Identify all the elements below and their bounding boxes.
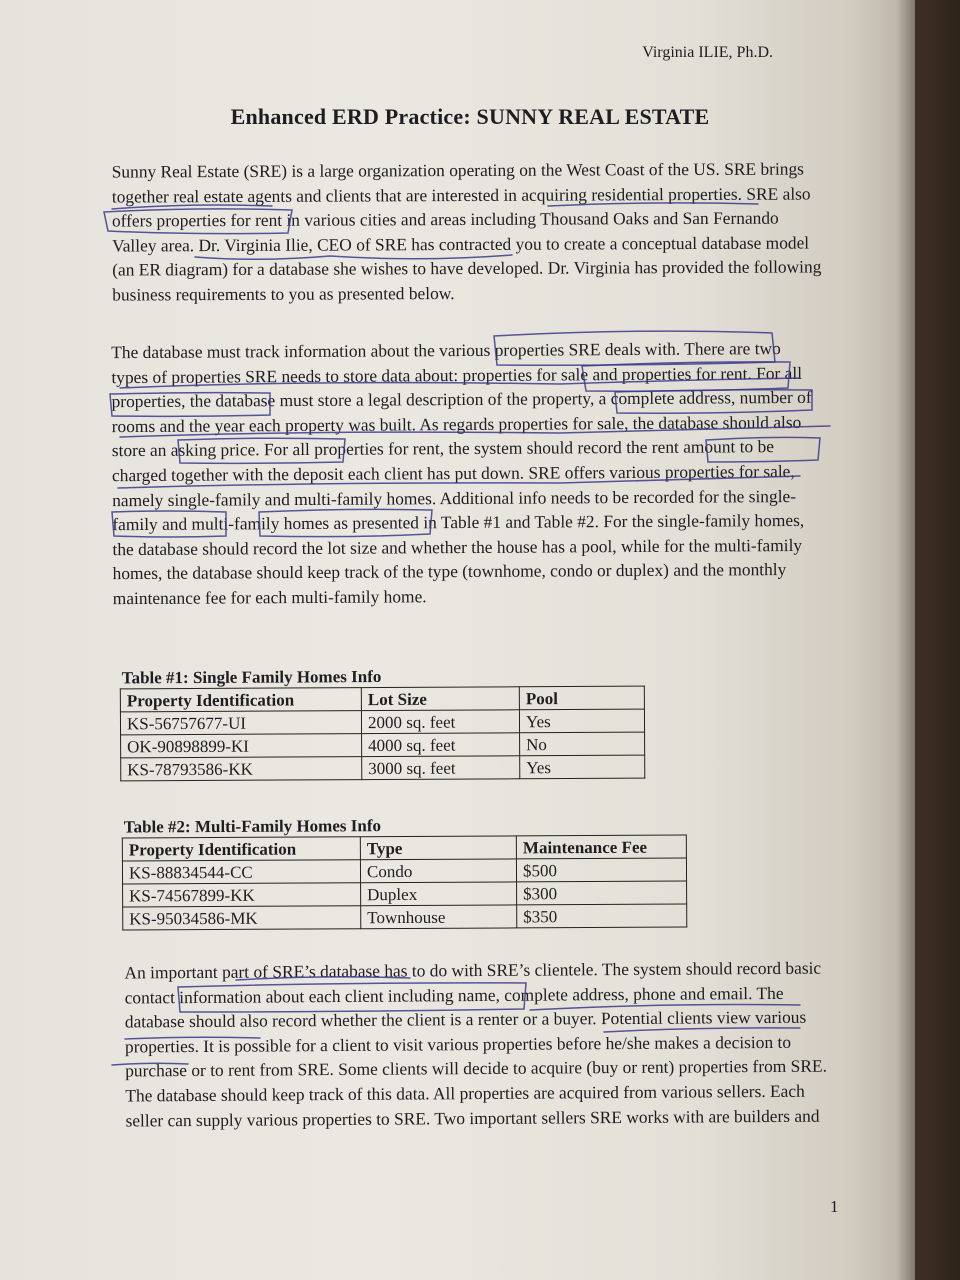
- table-row: [123, 881, 687, 907]
- page-edge-shadow: [896, 0, 960, 1280]
- table-header-cell: Property Identification: [122, 837, 360, 861]
- page-number: 1: [830, 1197, 839, 1216]
- author-line: Virginia ILIE, Ph.D.: [642, 44, 773, 61]
- table-row: [121, 732, 645, 758]
- multi-family-table: [122, 835, 687, 931]
- clientele-paragraph: An important part of SRE’s database has to do with SRE’s clientele. The system should record basic contact information about each client including name, complete address, phone and email. The database should also record whether the client is a renter or a buyer. Potential clients view various properties. It is possible for a client to visit various properties before he/she makes a decision to purchase or to rent from SRE. Some clients will decide to acquire (buy or rent) properties from SRE. The database should keep track of this data. All properties are acquired from various sellers. Each seller can supply various properties to SRE. Two important sellers SRE works with are builders and: [124, 957, 827, 1131]
- table1-caption: Table #1: Single Family Homes Info: [121, 667, 382, 688]
- table-row: [122, 858, 686, 884]
- table-cell: KS-88834544-CC: [122, 860, 360, 884]
- table-cell: Duplex: [361, 882, 517, 906]
- table-header-row: [122, 835, 686, 861]
- table-header-cell: Type: [360, 836, 516, 860]
- table-row: [121, 755, 645, 781]
- multi-family-table-block: [122, 815, 688, 931]
- table-cell: No: [520, 732, 645, 756]
- requirements-paragraph: The database must track information about the various properties SRE deals with. There are two types of properties SRE needs to store data about: properties for sale and properties for rent. For all properties, the database must store a legal description of the property, a complete address, number of rooms and the year each property was built. As regards properties for sale, the database should also store an asking price. For all properties for rent, the system should record the rent amount to be charged together with the deposit each client has put down. SRE offers various properties for sale, namely single-family and multi-family homes. Additional info needs to be recorded for the single-family and multi-family homes as presented in Table #1 and Table #2. For the single-family homes, the database should record the lot size and whether the house has a pool, while for the multi-family homes, the database should keep track of the type (townhome, condo or duplex) and the monthly maintenance fee for each multi-family home.: [111, 338, 812, 609]
- table-cell: KS-74567899-KK: [123, 883, 361, 907]
- table-cell: KS-78793586-KK: [121, 757, 362, 781]
- table-header-cell: Pool: [519, 686, 644, 710]
- table-cell: 3000 sq. feet: [362, 756, 520, 780]
- table-cell: $300: [517, 881, 687, 905]
- table-row: [123, 904, 687, 930]
- table-cell: Townhouse: [361, 905, 517, 929]
- intro-paragraph: Sunny Real Estate (SRE) is a large organization operating on the West Coast of the US. SRE brings together real estate agents and clients that are interested in acquiring residential properties. SRE also offers properties for rent in various cities and areas including Thousand Oaks and San Fernando Valley area. Dr. Virginia Ilie, CEO of SRE has contracted you to create a conceptual database model (an ER diagram) for a database she wishes to have developed. Dr. Virginia has provided the following business requirements to you as presented below.: [111, 158, 822, 305]
- table-cell: 4000 sq. feet: [362, 733, 520, 757]
- table-header-row: [120, 686, 644, 712]
- table-header-cell: Property Identification: [120, 688, 361, 712]
- table-cell: 2000 sq. feet: [361, 710, 519, 734]
- table-cell: KS-95034586-MK: [123, 906, 361, 930]
- table-cell: $350: [517, 904, 687, 928]
- table-header-cell: Maintenance Fee: [516, 835, 686, 859]
- table-cell: Condo: [360, 859, 516, 883]
- table-cell: Yes: [520, 755, 645, 779]
- table-cell: KS-56757677-UI: [120, 711, 361, 735]
- table-cell: $500: [516, 858, 686, 882]
- single-family-table: [120, 686, 645, 782]
- table2-caption: Table #2: Multi-Family Homes Info: [123, 816, 382, 837]
- table-cell: Yes: [519, 709, 644, 733]
- table-header-cell: Lot Size: [361, 687, 519, 711]
- document-title: Enhanced ERD Practice: SUNNY REAL ESTATE: [230, 104, 710, 129]
- single-family-table-block: [120, 666, 646, 782]
- table-row: [120, 709, 644, 735]
- table-cell: OK-90898899-KI: [121, 734, 362, 758]
